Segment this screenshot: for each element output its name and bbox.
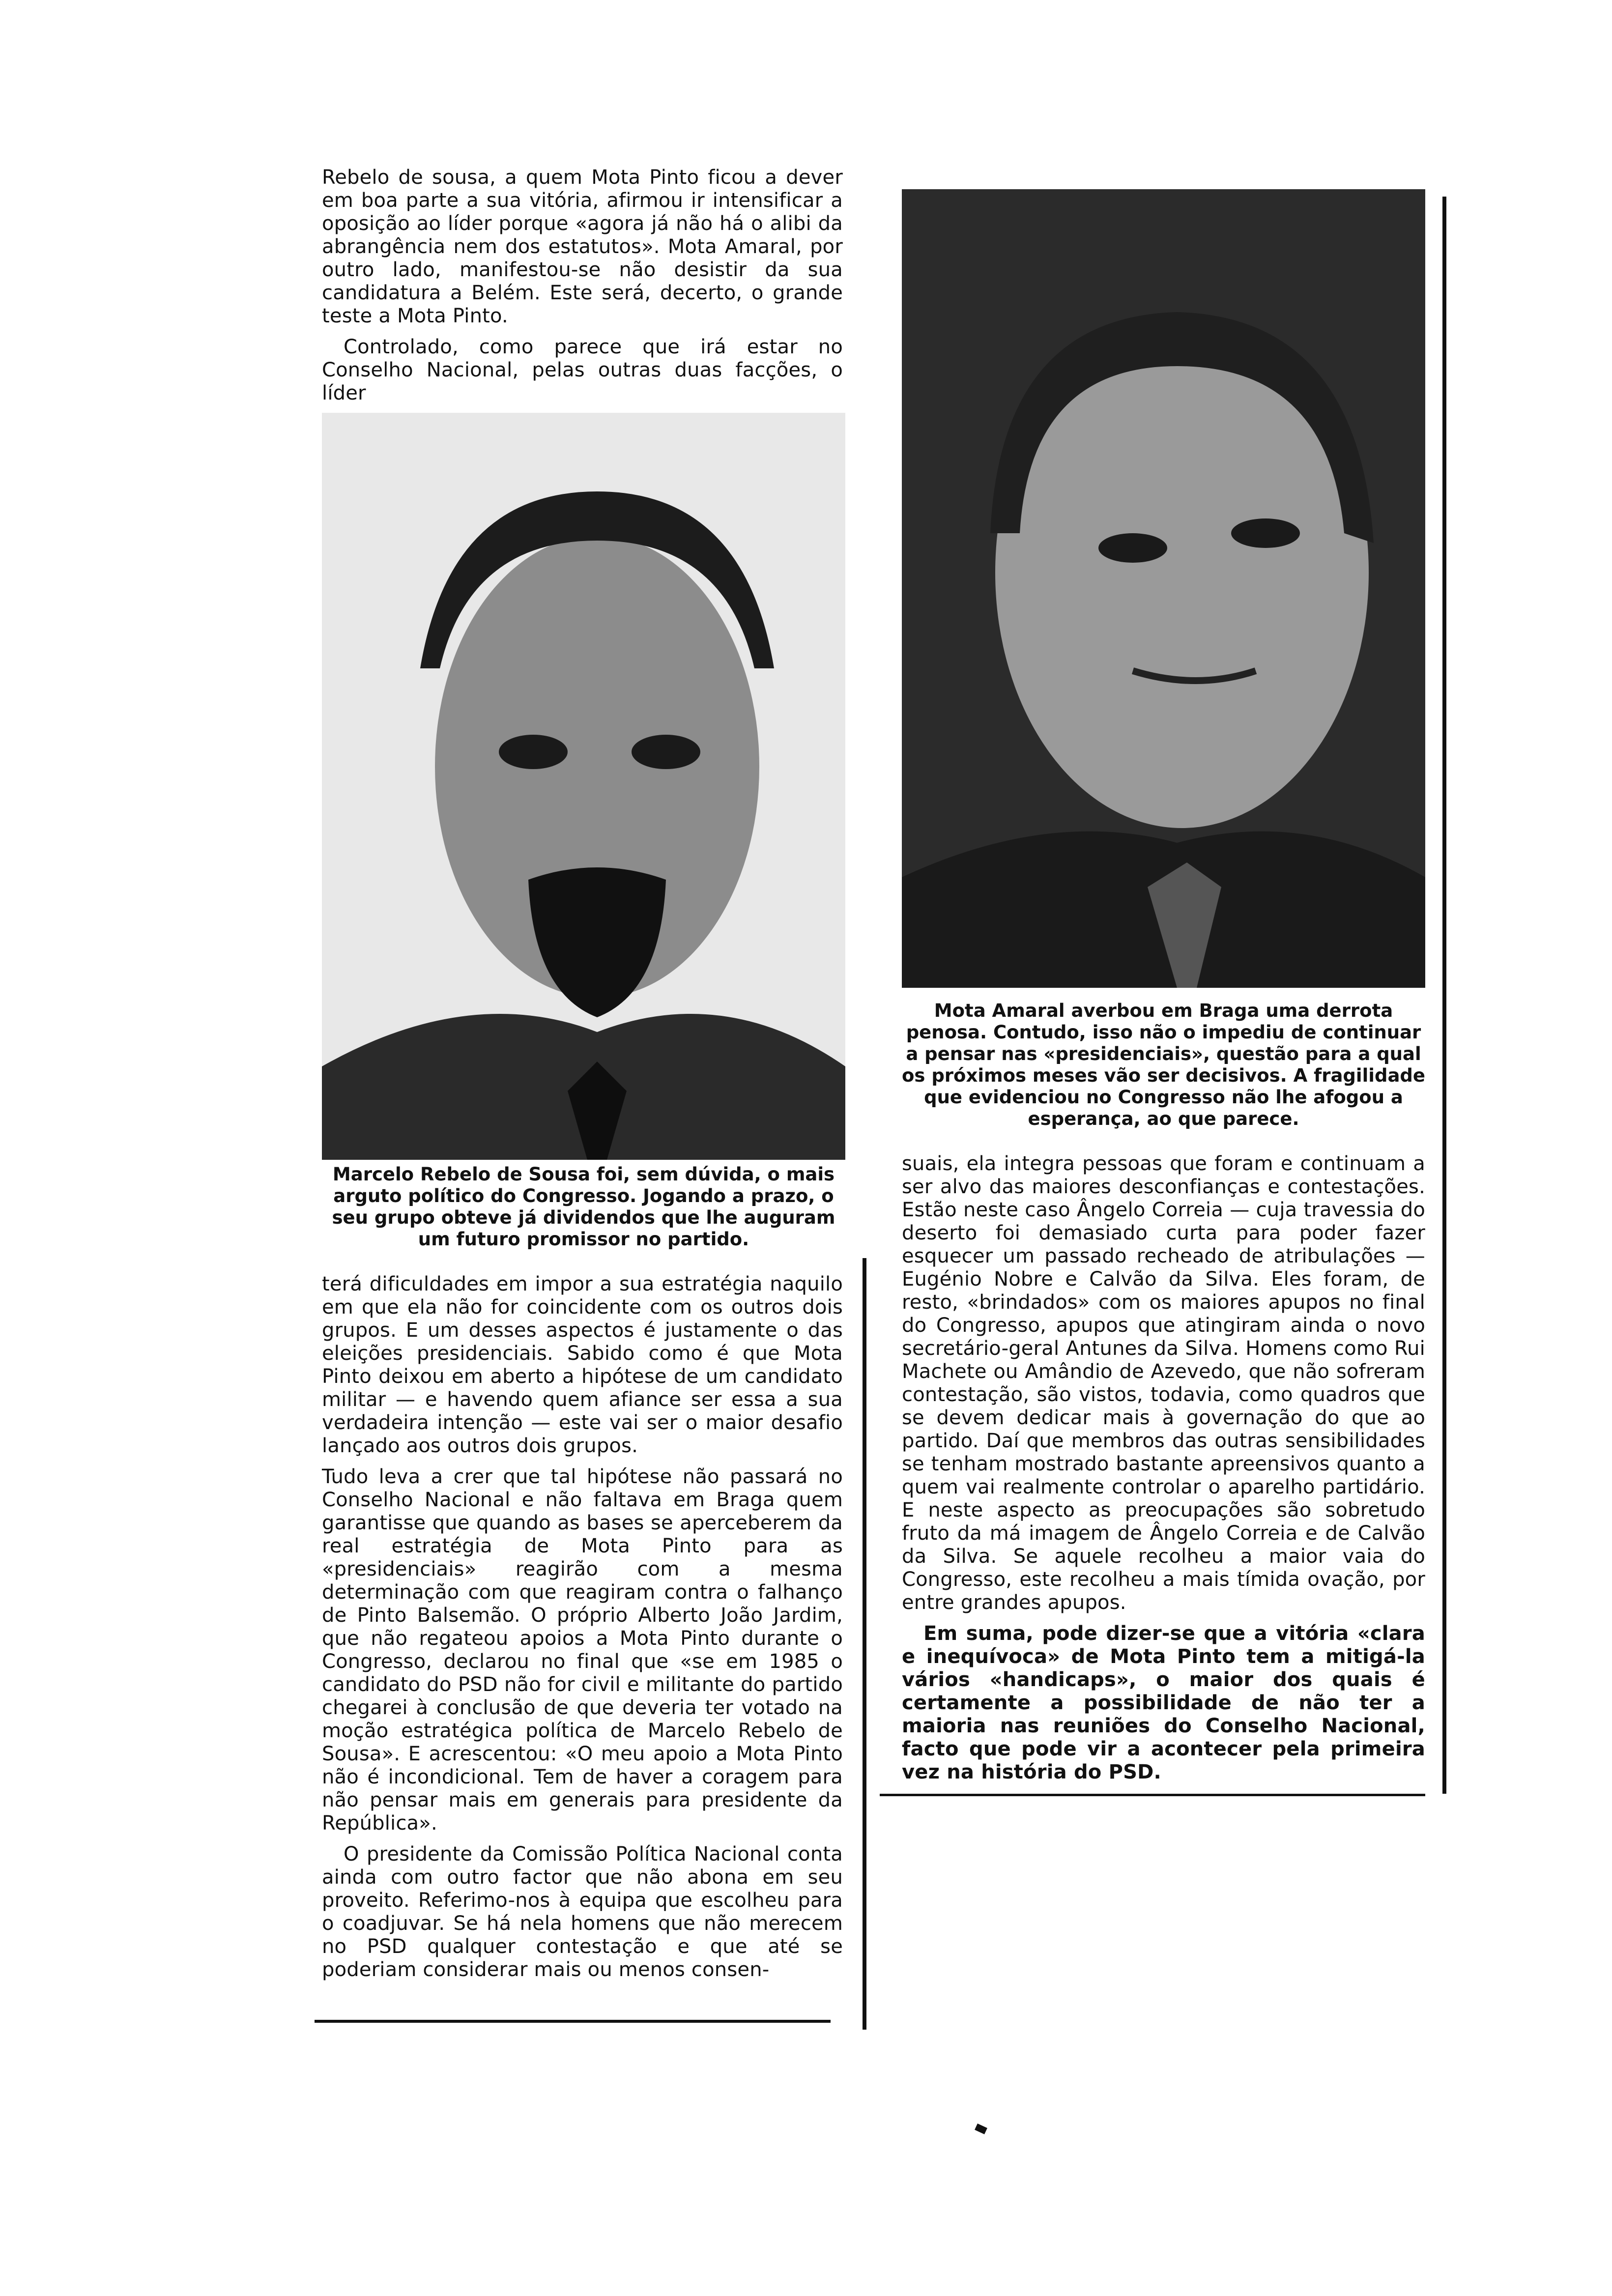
paragraph: Em suma, pode dizer-se que a vitória «clara e inequívoca» de Mota Pinto tem a mitigá-la vários «handicaps», o maior dos quais é certamente a possibilidade de não ter a maioria nas reuniões do Conselho Nacional, facto que pode vir a acontecer pela primeira vez na história do PSD. — [902, 1622, 1425, 1783]
paragraph: Controlado, como parece que irá estar no Conselho Nacional, pelas outras duas facções, o líder — [322, 336, 843, 404]
top-text-column — [322, 166, 843, 413]
photo-marcelo-rebelo-de-sousa — [322, 413, 845, 1160]
paragraph: Rebelo de sousa, a quem Mota Pinto ficou a dever em boa parte a sua vitória, afirmou ir intensificar a oposição ao líder porque «agora já não há o alibi da abrangência nem dos estatutos». Mota Amaral, por outro lado, manifestou-se não desistir da sua candidatura a Belém. Este será, decerto, o grande teste a Mota Pinto. — [322, 166, 843, 327]
photo-caption: Marcelo Rebelo de Sousa foi, sem dúvida, o mais arguto político do Congresso. Jogando a prazo, o seu grupo obteve já dividendos que lhe auguram um futuro promissor no partido. — [332, 1164, 835, 1250]
scan-mark — [975, 2124, 987, 2134]
column-rule — [315, 2020, 831, 2023]
column-rule — [880, 1794, 1425, 1796]
column-rule — [1442, 197, 1446, 1794]
column-rule — [863, 1258, 866, 2030]
paragraph: suais, ela integra pessoas que foram e continuam a ser alvo das maiores desconfianças e contestações. Estão neste caso Ângelo Correia — cuja travessia do deserto foi demasiado curta para poder fazer esquecer um passado recheado de atribulações — Eugénio Nobre e Calvão da Silva. Eles foram, de resto, «brindados» com os maiores apupos no final do Congresso, apupos que atingiram ainda o novo secretário-geral Antunes da Silva. Homens como Rui Machete ou Amândio de Azevedo, que não sofreram contestação, são vistos, todavia, como quadros que se devem dedicar mais à governação do que ao partido. Daí que membros das outras sensibilidades se tenham mostrado bastante apreensivos quanto a quem vai realmente controlar o aparelho partidário. E neste aspecto as preocupações são sobretudo fruto da má imagem de Ângelo Correia e de Calvão da Silva. Se aquele recolheu a maior vaia do Congresso, este recolheu a mais tímida ovação, por entre grandes apupos. — [902, 1152, 1425, 1614]
photo-caption: Mota Amaral averbou em Braga uma derrota penosa. Contudo, isso não o impediu de continuar a pensar nas «presidenciais», questão para a qual os próximos meses vão ser decisivos. A fragilidade que evidenciou no Congresso não lhe afogou a esperança, ao que parece. — [902, 1000, 1425, 1129]
paragraph: terá dificuldades em impor a sua estratégia naquilo em que ela não for coincidente com os outros dois grupos. E um desses aspectos é justamente o das eleições presidenciais. Sabido como é que Mota Pinto deixou em aberto a hipótese de um candidato militar — e havendo quem afiance ser essa a sua verdadeira intenção — este vai ser o maior desafio lançado aos outros dois grupos. — [322, 1273, 843, 1457]
right-text-column — [902, 1152, 1425, 1792]
left-text-column — [322, 1273, 843, 1989]
paragraph: Tudo leva a crer que tal hipótese não passará no Conselho Nacional e não faltava em Braga quem garantisse que quando as bases se aperceberem da real estratégia de Mota Pinto para as «presidenciais» reagirão com a mesma determinação com que reagiram contra o falhanço de Pinto Balsemão. O próprio Alberto João Jardim, que não regateou apoios a Mota Pinto durante o Congresso, declarou no final que «se em 1985 o candidato do PSD não for civil e militante do partido chegarei à conclusão de que deveria ter votado na moção estratégica política de Marcelo Rebelo de Sousa». E acrescentou: «O meu apoio a Mota Pinto não é incondicional. Tem de haver a coragem para não pensar mais em generais para presidente da República». — [322, 1465, 843, 1835]
paragraph: O presidente da Comissão Política Nacional conta ainda com outro factor que não abona em seu proveito. Referimo-nos à equipa que escolheu para o coadjuvar. Se há nela homens que não merecem no PSD qualquer contestação e que até se poderiam considerar mais ou menos consen- — [322, 1843, 843, 1981]
photo-mota-amaral — [902, 189, 1425, 988]
